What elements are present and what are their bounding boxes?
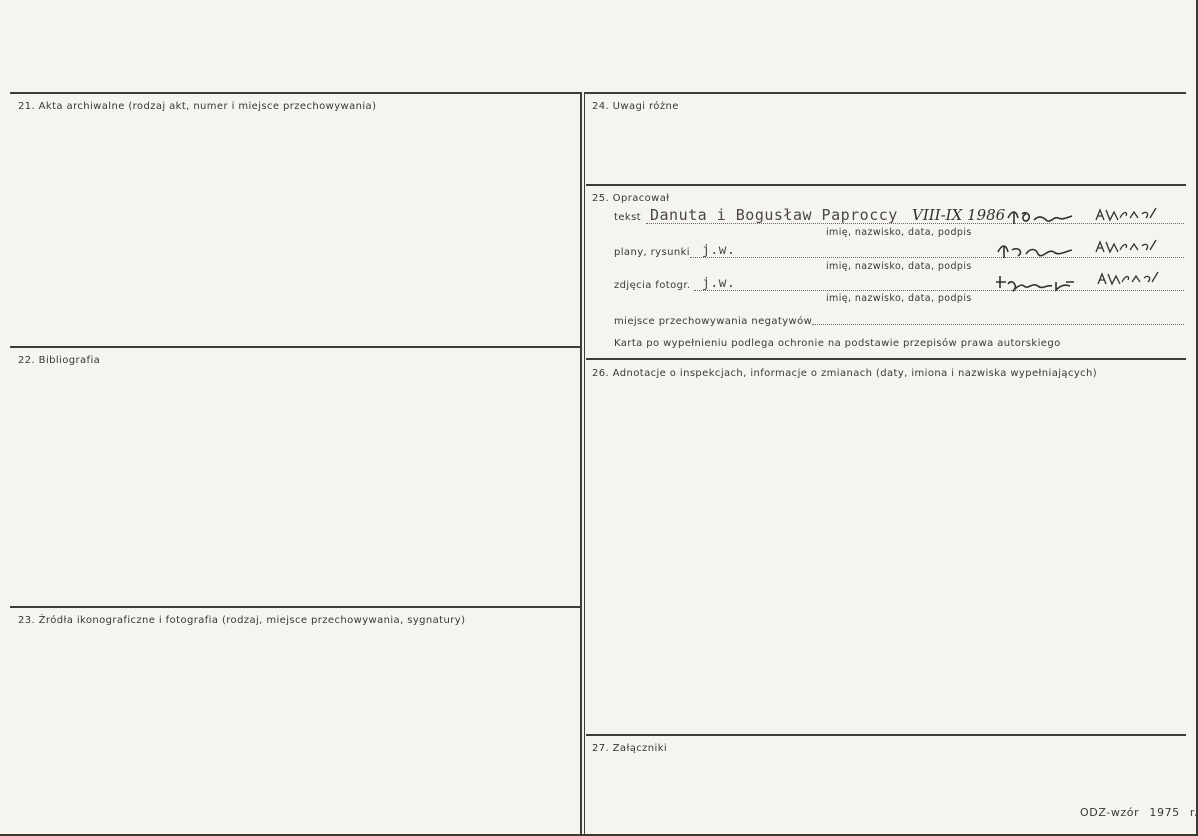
column-divider-inner	[584, 92, 585, 834]
plany-label: plany, rysunki	[614, 247, 690, 258]
top-rule-right	[584, 92, 1186, 94]
section-22-heading: 22. Bibliografia	[18, 355, 101, 366]
negatywy-dotted-line	[812, 324, 1184, 325]
form-footer	[1080, 806, 1198, 819]
plany-caption: imię, nazwisko, data, podpis	[826, 261, 972, 272]
column-divider	[580, 92, 582, 834]
section-23-heading: 23. Źródła ikonograficzne i fotografia (rodzaj, miejsce przechowywania, sygnatury)	[18, 615, 466, 626]
signature-1-scribble	[1006, 206, 1076, 226]
zdjecia-value: j.w.	[702, 276, 736, 291]
section-27-heading: 27. Załączniki	[592, 743, 668, 754]
rule-26	[586, 358, 1186, 360]
rule-25	[586, 184, 1186, 186]
signature-2-scribble	[1094, 204, 1160, 224]
rule-27	[586, 734, 1186, 736]
section-26-heading: 26. Adnotacje o inspekcjach, informacje o zmianach (daty, imiona i nazwiska wypełniających)	[592, 368, 1098, 379]
plany-dotted-line	[690, 257, 1184, 258]
section-21-heading: 21. Akta archiwalne (rodzaj akt, numer i miejsce przechowywania)	[18, 101, 377, 112]
negatywy-label: miejsce przechowywania negatywów	[614, 316, 813, 327]
signature-5-scribble	[994, 274, 1078, 294]
rule-23	[10, 606, 580, 608]
copyright-notice: Karta po wypełnieniu podlega ochronie na podstawie przepisów prawa autorskiego	[614, 338, 1061, 349]
form-year: 1975	[1149, 806, 1180, 819]
signature-3-scribble	[996, 240, 1076, 260]
tekst-value: Danuta i Bogusław Paproccy	[650, 206, 898, 224]
zdjecia-caption: imię, nazwisko, data, podpis	[826, 293, 972, 304]
form-suffix: r.	[1189, 806, 1198, 819]
signature-4-scribble	[1094, 236, 1160, 256]
tekst-date: VIII-IX 1986	[912, 206, 1006, 224]
signature-6-scribble	[1096, 268, 1162, 288]
section-25-heading: 25. Opracował	[592, 193, 670, 204]
top-rule-left	[10, 92, 582, 94]
plany-value: j.w.	[702, 243, 736, 258]
zdjecia-label: zdjęcia fotogr.	[614, 280, 691, 291]
section-24-heading: 24. Uwagi różne	[592, 101, 679, 112]
tekst-caption: imię, nazwisko, data, podpis	[826, 227, 972, 238]
rule-22	[10, 346, 580, 348]
tekst-label: tekst	[614, 212, 641, 223]
form-name: ODZ-wzór	[1080, 806, 1140, 819]
zdjecia-dotted-line	[694, 290, 1184, 291]
